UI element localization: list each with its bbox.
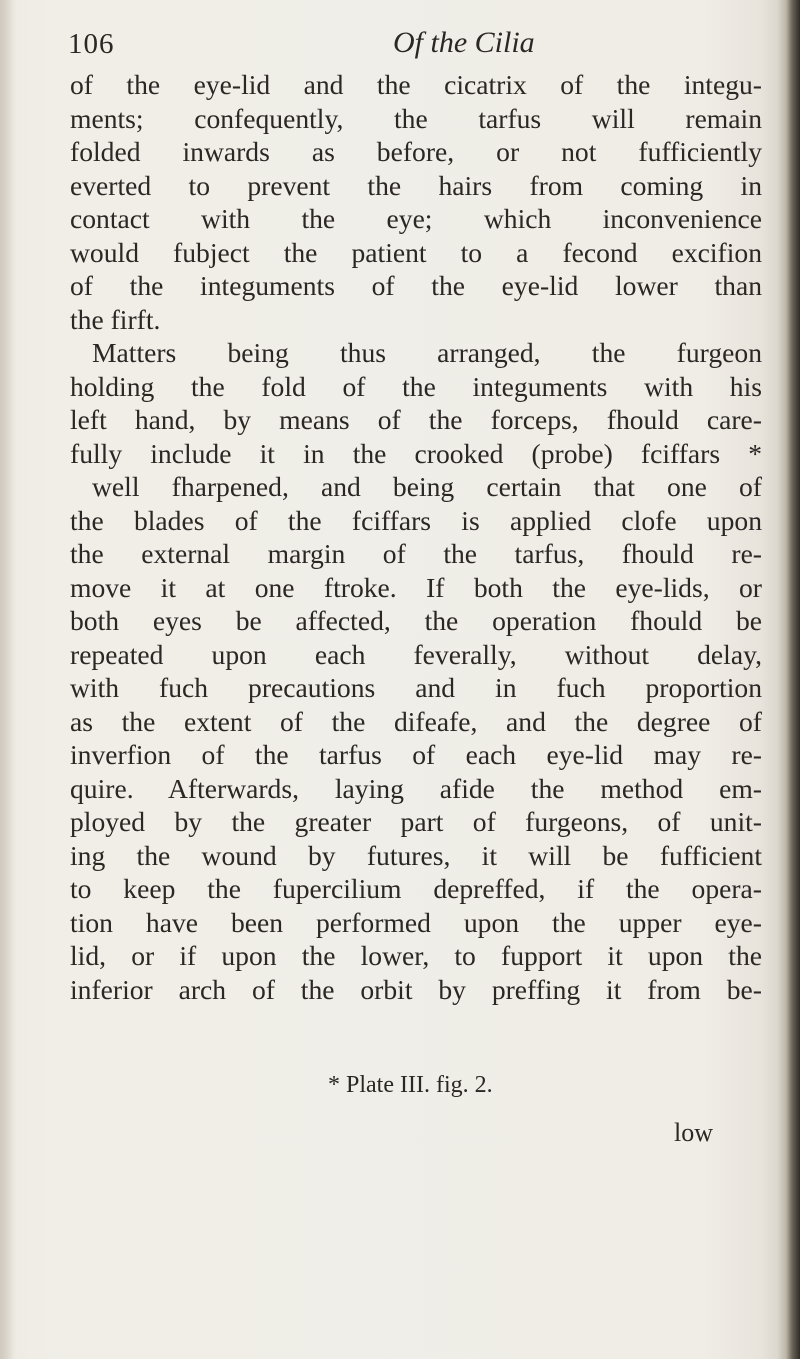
gutter-shadow (0, 0, 14, 1359)
text-line: lid, or if upon the lower, to fupport it upon the (70, 940, 762, 971)
text-line: the firft. (70, 303, 161, 335)
text-line: as the extent of the difeafe, and the degree of (70, 705, 762, 737)
text-line: would fubject the patient to a fecond excifion (70, 236, 762, 268)
text-line: quire. Afterwards, laying afide the method em- (70, 772, 762, 804)
text-line: left hand, by means of the forceps, fhould care- (70, 404, 762, 435)
text-line: everted to prevent the hairs from coming in (70, 169, 762, 201)
text-line: holding the fold of the integuments with his (70, 370, 762, 402)
text-line: Matters being thus arranged, the furgeon (92, 337, 762, 368)
text-line: ployed by the greater part of furgeons, of unit- (70, 806, 762, 837)
text-line: ing the wound by futures, it will be fufficient (70, 839, 762, 871)
footnote: * Plate III. fig. 2. (328, 1072, 493, 1098)
text-line: inferior arch of the orbit by preffing it from be- (70, 973, 762, 1005)
text-line: ments; confequently, the tarfus will remain (70, 102, 762, 134)
text-line: move it at one ftroke. If both the eye-lids, or (70, 571, 762, 603)
text-line: to keep the fupercilium depreffed, if the opera- (70, 873, 762, 904)
text-line: of the eye-lid and the cicatrix of the integu- (70, 69, 762, 100)
text-line: folded inwards as before, or not fufficiently (70, 136, 762, 167)
page-number: 106 (68, 28, 115, 60)
text-line: repeated upon each feverally, without delay, (70, 638, 762, 670)
text-line: tion have been performed upon the upper eye- (70, 906, 762, 938)
catchword: low (674, 1118, 713, 1147)
text-line: both eyes be affected, the operation fhould be (70, 605, 762, 636)
page-edge (778, 0, 800, 1359)
text-line: contact with the eye; which inconvenience (70, 203, 762, 234)
text-line: the external margin of the tarfus, fhould re- (70, 538, 762, 569)
text-line: inverfion of the tarfus of each eye-lid may re- (70, 739, 762, 770)
body-text (70, 68, 762, 1006)
page-header (0, 22, 800, 66)
text-line: well fharpened, and being certain that one of (92, 471, 762, 502)
text-line: of the integuments of the eye-lid lower than (70, 270, 762, 301)
text-line: fully include it in the crooked (probe) fciffars * (70, 437, 762, 469)
text-line: the blades of the fciffars is applied clofe upon (70, 504, 762, 536)
text-line: with fuch precautions and in fuch proportion (70, 672, 762, 703)
running-head: Of the Cilia (393, 26, 535, 59)
